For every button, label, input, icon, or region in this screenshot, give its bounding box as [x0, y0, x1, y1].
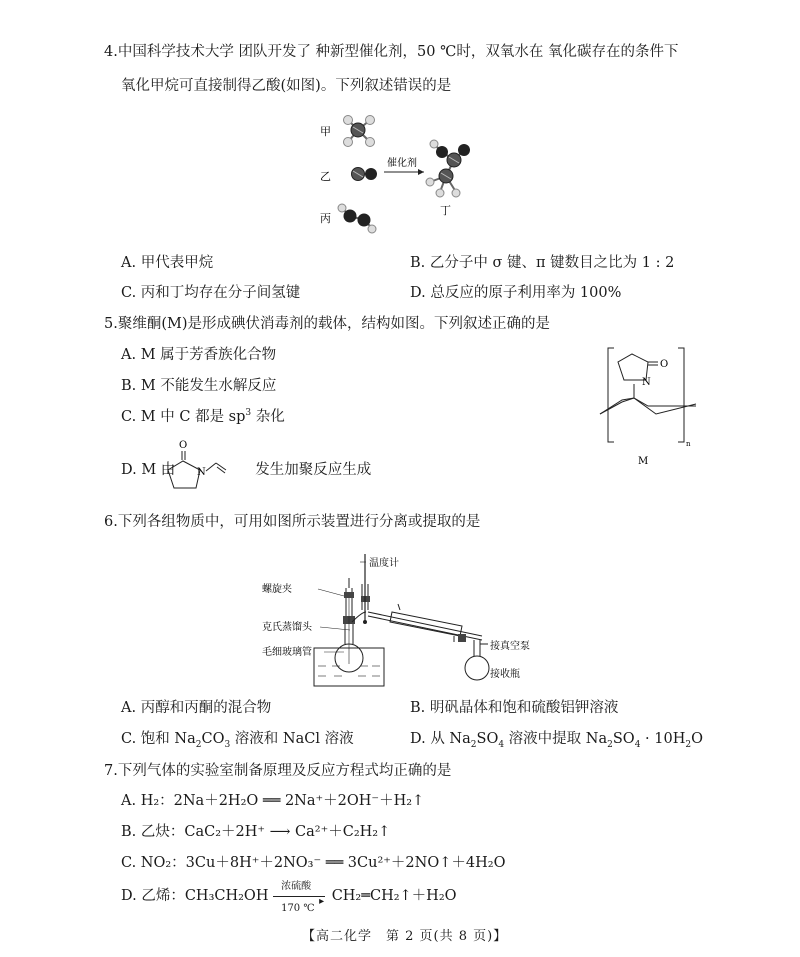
q4-methane-molecule [344, 116, 375, 147]
q7-stem: 下列气体的实验室制备原理及反应方程式均正确的是 [117, 763, 452, 779]
q6-option-a[interactable]: A. 丙醇和丙酮的混合物 [121, 700, 272, 716]
q6-stem: 下列各组物质中，可用如图所示装置进行分离或提取的是 [117, 514, 481, 530]
q7-option-d[interactable] [121, 881, 457, 914]
q6-label-clamp: 螺旋夹 [262, 584, 292, 595]
q6-option-d-hydrate: · 10H [640, 731, 686, 747]
q5-option-d-text: D. M 由 [121, 462, 176, 478]
q4-option-a[interactable]: A. 甲代表甲烷 [121, 255, 214, 271]
q5-option-b[interactable]: B. M 不能发生水解反应 [121, 378, 277, 394]
q4-stem-line1: 中国科学技术大学 团队开发了 种新型催化剂，50 ℃时，双氧水在 氧化碳存在的条件下 [117, 44, 679, 60]
q4-co-molecule [352, 168, 378, 181]
q5-option-a[interactable]: A. M 属于芳香族化合物 [121, 347, 277, 363]
q5-polymer-structure [596, 340, 708, 470]
q5-option-c-tail: 杂化 [251, 409, 285, 425]
q5-option-d[interactable] [121, 460, 371, 480]
q6-vacuum-distillation-apparatus [262, 552, 562, 692]
q7-option-b[interactable]: B. 乙炔：CaC₂＋2H⁺ ⟶ Ca²⁺＋C₂H₂↑ [121, 824, 391, 840]
q7-number: 7. [104, 763, 118, 779]
q7-option-d-reactant: D. 乙烯：CH₃CH₂OH [121, 888, 269, 904]
q6-option-c-co: CO [201, 731, 225, 747]
q6-option-d-sub1: 2 [470, 739, 477, 750]
q4-label-ding: 丁 [440, 204, 451, 217]
q6-label-vacuum: 接真空泵 [490, 641, 530, 652]
q4-stem-line2: 氧化甲烷可直接制得乙酸(如图)。下列叙述错误的是 [121, 78, 452, 94]
q5-monomer-o: O [179, 440, 188, 451]
q6-option-c-sub1: 2 [195, 739, 202, 750]
q6-option-b[interactable]: B. 明矾晶体和饱和硫酸铝钾溶液 [410, 700, 619, 716]
q4-h2o2-molecule [338, 204, 376, 233]
q7-option-d-condition-arrow: 浓硫酸 ▸ 170 ℃ [273, 886, 327, 906]
q4-label-yi: 乙 [320, 170, 331, 183]
q4-option-b[interactable]: B. 乙分子中 σ 键、π 键数目之比为 1 : 2 [410, 255, 675, 271]
q6-option-d-sub5: 2 [685, 739, 692, 750]
q6-option-d-so: SO [476, 731, 499, 747]
q5-polymer-n-atom: N [642, 377, 651, 388]
q6-label-receiver: 接收瓶 [490, 669, 520, 680]
q7-option-d-cond-top: 浓硫酸 [281, 881, 312, 892]
q4-reaction-figure [318, 108, 518, 238]
q4-label-jia: 甲 [320, 125, 331, 138]
q4-line1 [104, 42, 678, 62]
q6-option-d-so2: SO [612, 731, 635, 747]
q6-option-c-sub2: 3 [224, 739, 231, 750]
q4-acetic-acid-molecule [426, 140, 470, 197]
q5-monomer-n: N [197, 467, 206, 478]
q6-option-d-sub2: 4 [498, 739, 505, 750]
q6-option-d-sub4: 4 [634, 739, 641, 750]
q7-stem-line [104, 761, 451, 781]
q6-label-capillary: 毛细玻璃管 [262, 647, 312, 658]
q5-option-c-text: C. M 中 C 都是 sp [121, 409, 246, 425]
q6-option-d-text: D. 从 Na [410, 731, 471, 747]
q4-option-d[interactable]: D. 总反应的原子利用率为 100% [410, 285, 622, 301]
q4-option-c[interactable]: C. 丙和丁均存在分子间氢键 [121, 285, 301, 301]
q6-option-d-sub3: 2 [607, 739, 613, 750]
q5-stem: 聚维酮(M)是形成碘伏消毒剂的载体，结构如图。下列叙述正确的是 [117, 316, 551, 332]
q5-polymer-n: n [686, 440, 691, 448]
q5-option-c-sup: 3 [245, 408, 252, 419]
q5-number: 5. [104, 316, 118, 332]
page-footer: 【高二化学 第 2 页(共 8 页)】 [302, 929, 508, 944]
q6-option-d[interactable] [410, 729, 703, 749]
q5-option-d-tail: 发生加聚反应生成 [255, 462, 372, 478]
q5-polymer-o: O [660, 359, 669, 370]
q7-option-d-cond-bottom: 170 ℃ [281, 903, 315, 914]
q6-option-d-mid: 溶液中提取 Na [504, 731, 608, 747]
q4-number: 4. [104, 44, 118, 60]
q7-option-c[interactable]: C. NO₂：3Cu＋8H⁺＋2NO₃⁻ ══ 3Cu²⁺＋2NO↑＋4H₂O [121, 855, 506, 871]
q5-monomer-structure [160, 436, 244, 496]
q6-number: 6. [104, 514, 118, 530]
q7-option-d-product: CH₂═CH₂↑＋H₂O [331, 888, 457, 904]
q6-label-thermometer: 温度计 [369, 558, 399, 569]
q6-option-c-text: C. 饱和 Na [121, 731, 196, 747]
q4-label-catalyst: 催化剂 [387, 158, 417, 169]
q6-stem-line [104, 512, 480, 532]
q5-stem-line [104, 314, 550, 334]
q6-option-c[interactable] [121, 729, 354, 749]
q6-option-d-end: O [691, 731, 703, 747]
q5-option-c[interactable] [121, 407, 285, 427]
q6-label-claisen: 克氏蒸馏头 [262, 622, 312, 633]
q6-option-c-tail: 溶液和 NaCl 溶液 [230, 731, 354, 747]
q5-polymer-label: M [638, 456, 649, 467]
q7-option-a[interactable]: A. H₂：2Na＋2H₂O ══ 2Na⁺＋2OH⁻＋H₂↑ [121, 793, 425, 809]
q4-label-bing: 丙 [320, 212, 331, 225]
